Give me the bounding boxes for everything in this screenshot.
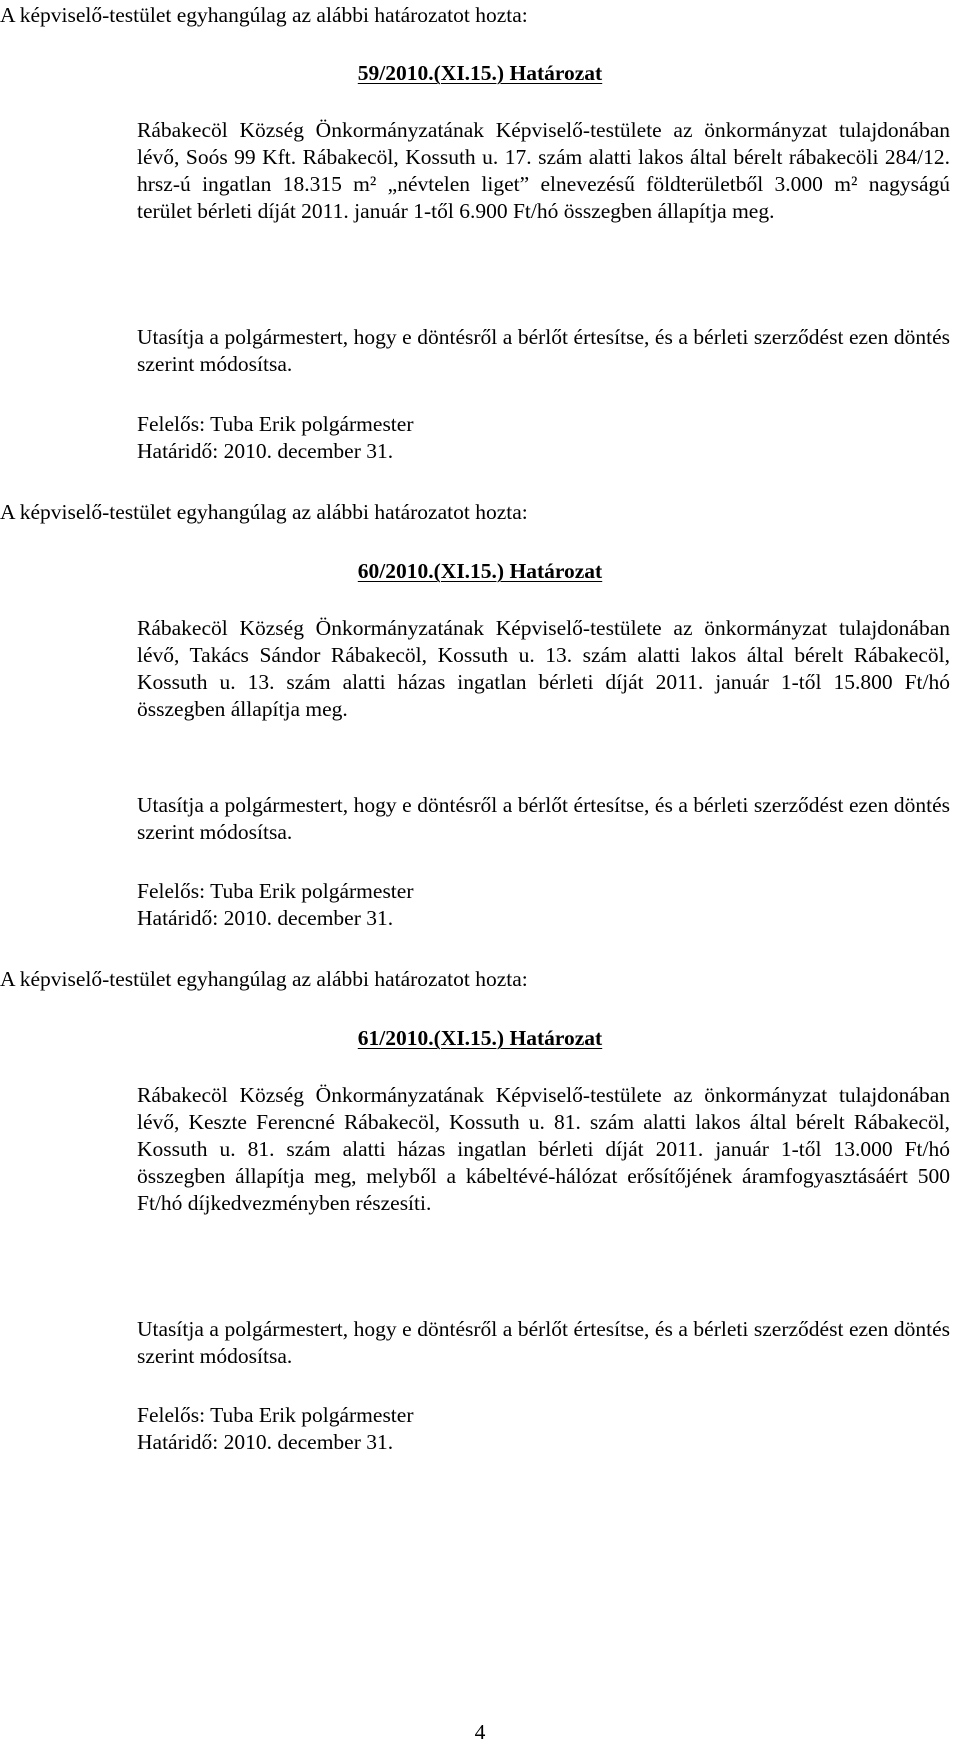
- responsible-person: Felelős: Tuba Erik polgármester: [137, 879, 414, 903]
- responsible-person: Felelős: Tuba Erik polgármester: [137, 412, 414, 436]
- resolution-title: 61/2010.(XI.15.) Határozat: [357, 1026, 603, 1050]
- resolution-instruction: Utasítja a polgármestert, hogy e döntésről a bérlőt értesítse, és a bérleti szerződést ezen döntés szerint módosítsa.: [137, 1317, 950, 1368]
- resolution-responsibility: [137, 411, 937, 465]
- resolution-instruction: Utasítja a polgármestert, hogy e döntésről a bérlőt értesítse, és a bérleti szerződést ezen döntés szerint módosítsa.: [137, 325, 950, 376]
- resolution-body: Rábakecöl Község Önkormányzatának Képviselő-testülete az önkormányzat tulajdonában lévő, Keszte Ferencné Rábakecöl, Kossuth u. 81. szám alatti lakos által bérelt Rábakecöl, Kossuth u. 81. szám alatti házas ingatlan bérleti díját 2011. január 1-től 13.000 Ft/hó összegben állapítja meg, melyből a kábeltévé-hálózat erősítőjének áramfogyasztásáért 500 Ft/hó díjkedvezményben részesíti.: [137, 1083, 950, 1215]
- resolution-responsibility: [137, 878, 937, 932]
- responsible-person: Felelős: Tuba Erik polgármester: [137, 1403, 414, 1427]
- resolution-body: Rábakecöl Község Önkormányzatának Képviselő-testülete az önkormányzat tulajdonában lévő, Soós 99 Kft. Rábakecöl, Kossuth u. 17. szám alatti lakos által bérelt rábakecöli 284/12. hrsz-ú ingatlan 18.315 m² „névtelen liget” elnevezésű földterületből 3.000 m² nagyságú terület bérleti díját 2011. január 1-től 6.900 Ft/hó összegben állapítja meg.: [137, 118, 950, 223]
- page-number: 4: [474, 1720, 486, 1744]
- resolution-intro: A képviselő-testület egyhangúlag az alábbi határozatot hozta:: [0, 3, 528, 27]
- resolution-intro: A képviselő-testület egyhangúlag az alábbi határozatot hozta:: [0, 500, 528, 524]
- resolution-instruction: Utasítja a polgármestert, hogy e döntésről a bérlőt értesítse, és a bérleti szerződést ezen döntés szerint módosítsa.: [137, 793, 950, 844]
- resolution-body: Rábakecöl Község Önkormányzatának Képviselő-testülete az önkormányzat tulajdonában lévő, Takács Sándor Rábakecöl, Kossuth u. 13. szám alatti lakos által bérelt Rábakecöl, Kossuth u. 13. szám alatti házas ingatlan bérleti díját 2011. január 1-től 15.800 Ft/hó összegben állapítja meg.: [137, 616, 950, 721]
- resolution-title: 60/2010.(XI.15.) Határozat: [357, 559, 603, 583]
- deadline: Határidő: 2010. december 31.: [137, 439, 394, 463]
- resolution-title: 59/2010.(XI.15.) Határozat: [357, 61, 603, 85]
- resolution-responsibility: [137, 1402, 937, 1456]
- deadline: Határidő: 2010. december 31.: [137, 1430, 394, 1454]
- deadline: Határidő: 2010. december 31.: [137, 906, 394, 930]
- resolution-intro: A képviselő-testület egyhangúlag az alábbi határozatot hozta:: [0, 967, 528, 991]
